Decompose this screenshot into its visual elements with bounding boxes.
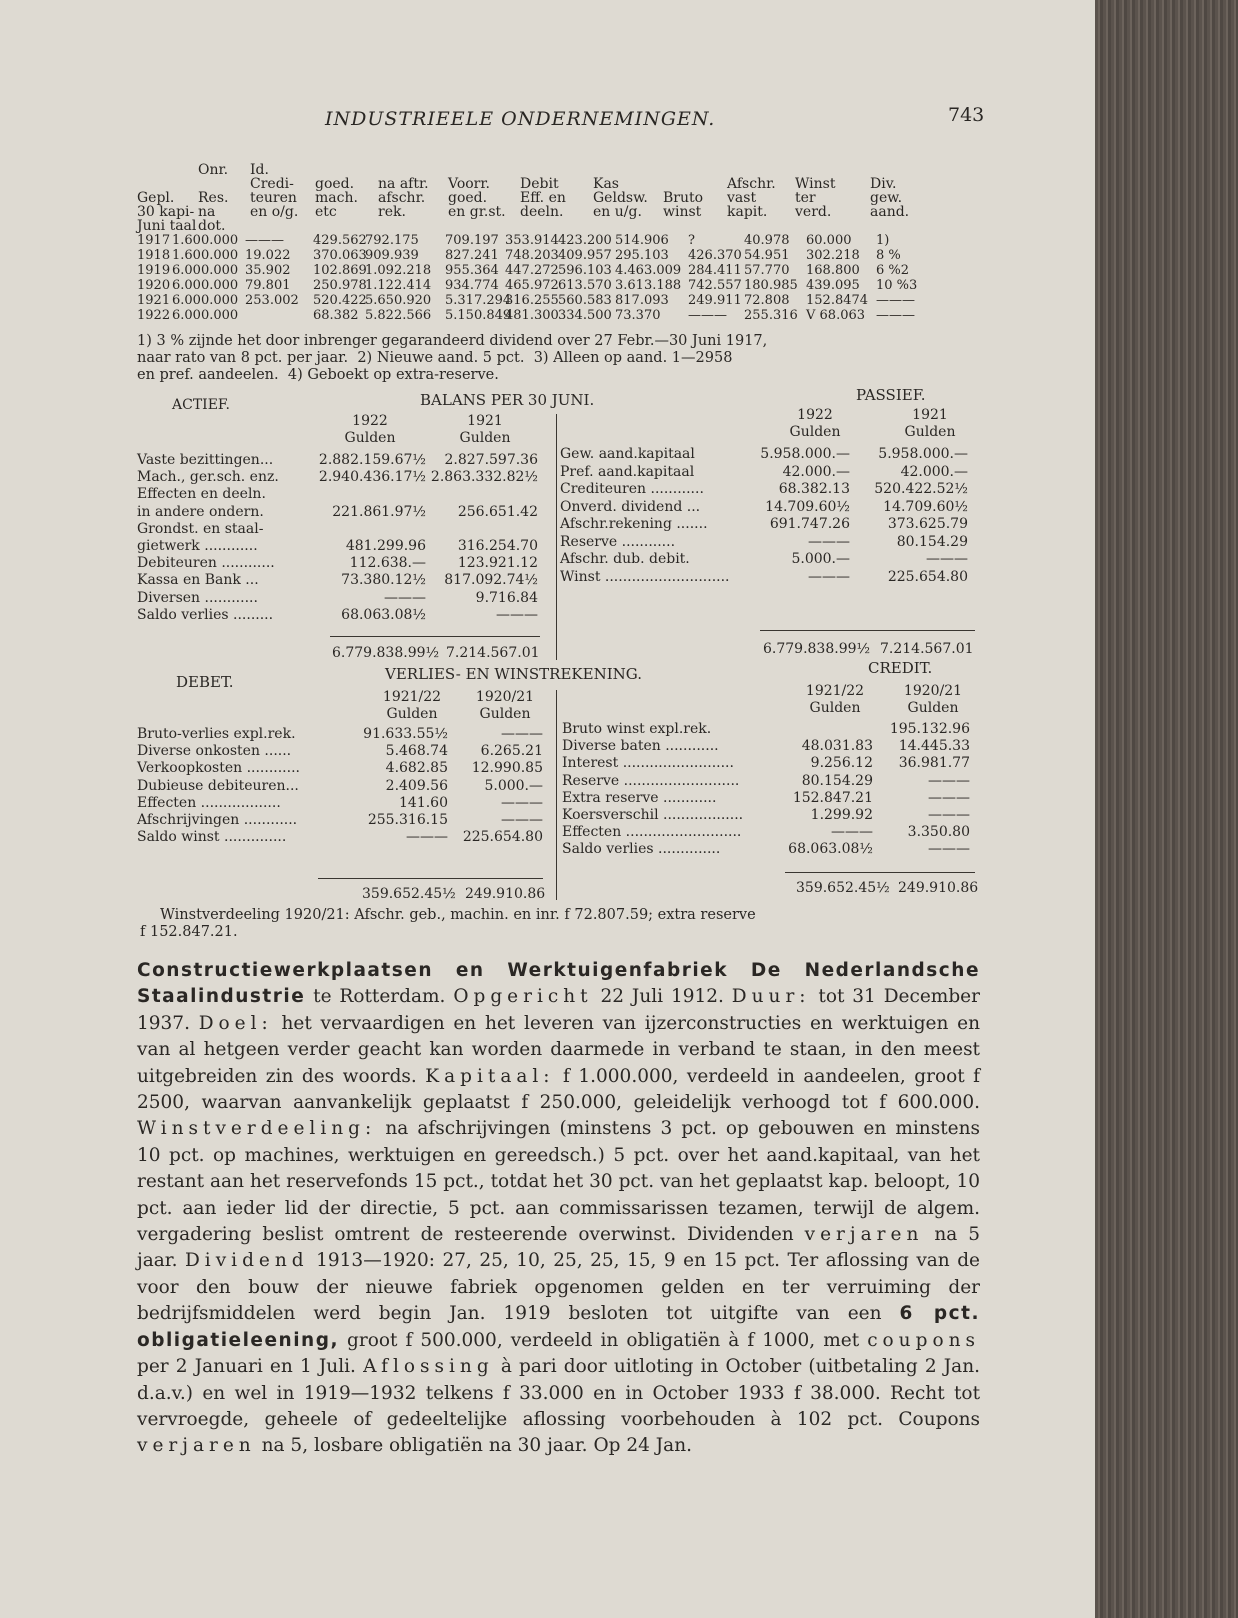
pnl-c-total-1: 359.652.45½ — [796, 880, 890, 896]
actief-row-label: Diversen ............ — [137, 589, 258, 606]
actief-row-v1: 73.380.12½ — [341, 572, 426, 589]
passief-row-v2: ——— — [926, 551, 968, 567]
balance-rule-left — [330, 636, 540, 637]
stats-header-cell: afschr. — [378, 190, 426, 206]
stats-cell: 295.103 — [615, 248, 669, 263]
stats-cell: 6.000.000 — [172, 308, 239, 323]
stats-cell: 6.000.000 — [172, 278, 239, 293]
credit-row-v2: 14.445.33 — [898, 738, 970, 755]
passief-row-v1: 14.709.60½ — [765, 498, 850, 515]
stats-cell: 1917 — [137, 233, 171, 248]
pnl-credit-label: CREDIT. — [868, 659, 933, 677]
doel-value: het vervaardigen en het leveren van ijzerconstructies en werktuigen en van al hetgeen verder geacht kan worden daarmede in verband te staan, in den meest uitgebreiden zin des woords. — [137, 1012, 980, 1087]
winstverdeeling-value: na afschrijvingen (minstens 3 pct. op gebouwen en minstens 10 pct. op machines, werktuigen en gereedsch.) 5 pct. over het aand.kapitaal, van het restant aan het reservefonds 15 pct., totdat het 30 pct. van het geplaatst kap. beloopt, 10 pct. aan ieder lid der directie, 5 pct. aan commissarissen tezamen, terwijl de algem. vergadering beslist omtrent de resteerende overwinst. Dividenden — [137, 1118, 980, 1246]
stats-header-cell: aand. — [870, 204, 910, 220]
stats-cell: 465.972 — [505, 278, 559, 293]
balance-unit-1: Gulden — [344, 430, 396, 446]
debet-row-v2: 225.654.80 — [462, 829, 543, 846]
stats-cell: 1920 — [137, 278, 171, 293]
stats-cell: 35.902 — [245, 263, 291, 278]
actief-row-v1: 481.299.96 — [345, 538, 426, 554]
credit-row-v1: 80.154.29 — [801, 772, 873, 789]
stats-header-cell: Res. — [198, 190, 229, 206]
actief-row-v1: 68.063.08½ — [341, 606, 426, 623]
stats-cell: 6 %2 — [876, 263, 910, 278]
stats-cell: 748.203 — [505, 248, 559, 263]
debet-row-label: Dubieuse debiteuren... — [137, 777, 299, 794]
stats-cell: 1.600.000 — [172, 248, 239, 263]
stats-header-cell: goed. — [315, 176, 355, 192]
passief-row-v1: ——— — [808, 568, 850, 585]
passief-row-v2: 5.958.000.— — [878, 446, 968, 462]
pnl-note: f 152.847.21. — [140, 924, 238, 940]
actief-row-v1: 221.861.97½ — [332, 503, 426, 520]
debet-row-label: Bruto-verlies expl.rek. — [137, 726, 296, 742]
stats-header-cell: kapit. — [727, 204, 768, 220]
company-description — [137, 958, 980, 1460]
pnl-c-unit-2: Gulden — [907, 700, 959, 716]
verjaren-label: verjaren — [804, 1224, 924, 1246]
stats-cell: 613.570 — [558, 278, 612, 293]
stats-header-cell: vast — [727, 190, 757, 206]
pnl-year-2: 1920/21 — [475, 689, 535, 705]
debet-row-v2: ——— — [501, 812, 543, 828]
stats-cell: ——— — [876, 293, 915, 308]
stats-header-cell: goed. — [448, 190, 488, 206]
pnl-c-total-2: 249.910.86 — [898, 880, 979, 896]
pnl-title: VERLIES- EN WINSTREKENING. — [385, 665, 642, 683]
passief-row-label: Pref. aand.kapitaal — [560, 463, 695, 480]
credit-row-v1: 152.847.21 — [792, 789, 873, 806]
stats-cell: 792.175 — [365, 233, 419, 248]
stats-cell: 4.463.009 — [615, 263, 682, 278]
pnl-total-1: 359.652.45½ — [362, 886, 456, 902]
stats-cell: 168.800 — [806, 263, 860, 278]
stats-cell: 1919 — [137, 263, 171, 278]
footnote-line: naar rato van 8 pct. per jaar. 2) Nieuwe aand. 5 pct. 3) Alleen op aand. 1—2958 — [137, 350, 733, 366]
stats-header-cell: Eff. en — [520, 190, 566, 206]
stats-cell: 5.317.294 — [445, 293, 512, 308]
stats-cell: 249.911 — [688, 293, 742, 308]
actief-row-v2: 256.651.42 — [457, 503, 538, 520]
passief-row-v2: 14.709.60½ — [883, 498, 968, 515]
stats-header-cell: deeln. — [520, 204, 564, 220]
balance-p-total-2: 7.214.567.01 — [880, 641, 974, 657]
passief-row-v2: 225.654.80 — [887, 568, 968, 585]
pnl-note: Winstverdeeling 1920/21: Afschr. geb., machin. en inr. f 72.807.59; extra reserve — [160, 907, 756, 923]
stats-header-cell: Afschr. — [727, 176, 776, 192]
stats-cell: 481.300 — [505, 308, 559, 323]
stats-header-cell: Onr. — [198, 162, 229, 178]
stats-cell: 54.951 — [744, 248, 790, 263]
credit-row-v2: ——— — [928, 841, 970, 858]
passief-row-v1: 42.000.— — [782, 463, 850, 480]
actief-row-v1: 112.638.— — [349, 555, 426, 572]
balance-p-total-1: 6.779.838.99½ — [763, 641, 871, 657]
pnl-total-2: 249.910.86 — [465, 886, 546, 902]
balance-p-year-1: 1922 — [797, 407, 833, 423]
credit-row-v1: 68.063.08½ — [788, 841, 873, 858]
actief-row-v2: 817.092.74½ — [444, 572, 538, 589]
passief-row-label: Onverd. dividend ... — [560, 498, 701, 515]
stats-cell: V 68.063 — [806, 308, 866, 323]
book-page-edges — [1095, 0, 1238, 1618]
stats-cell: 334.500 — [558, 308, 612, 323]
stats-cell: 429.562 — [313, 233, 367, 248]
stats-cell: 180.985 — [744, 278, 798, 293]
balance-total-1: 6.779.838.99½ — [332, 645, 440, 661]
actief-row-v1: ——— — [384, 589, 426, 606]
stats-cell: 409.957 — [558, 248, 612, 263]
dividend-label: Dividend — [184, 1250, 309, 1272]
debet-row-label: Afschrijvingen ............ — [137, 812, 298, 828]
debet-row-v2: ——— — [501, 726, 543, 742]
passief-row-v1: 5.958.000.— — [760, 446, 850, 462]
verjaren-value: na 5 jaar. — [137, 1224, 980, 1272]
passief-row-v1: 691.747.26 — [769, 516, 850, 532]
credit-row-label: Koersverschil .................. — [562, 807, 744, 823]
stats-cell: 353.914 — [505, 233, 559, 248]
stats-cell: 10 %3 — [876, 278, 918, 293]
doel-label: Doel: — [198, 1012, 273, 1034]
obligatie-value: groot f 500.000, verdeeld in obligatiën à f 1000, met — [338, 1329, 868, 1351]
credit-row-v2: 195.132.96 — [889, 721, 970, 737]
credit-row-v2: ——— — [928, 807, 970, 823]
balance-total-2: 7.214.567.01 — [446, 645, 540, 661]
stats-header-cell: Kas — [593, 176, 619, 192]
debet-row-v1: 5.468.74 — [385, 743, 448, 760]
credit-row-v2: ——— — [928, 772, 970, 789]
actief-row-v2: 2.827.597.36 — [444, 452, 538, 468]
debet-row-v1: 4.682.85 — [385, 760, 448, 777]
stats-cell: 827.241 — [445, 248, 499, 263]
pnl-debet-label: DEBET. — [176, 673, 234, 691]
stats-header-cell: Winst — [795, 176, 836, 192]
credit-row-v1: ——— — [831, 824, 873, 841]
kapitaal-label: Kapitaal: — [425, 1065, 555, 1087]
duur-label: Duur: — [731, 986, 811, 1008]
stats-cell: 5.150.849 — [445, 308, 512, 323]
location-text: te Rotterdam. — [305, 986, 454, 1008]
balance-actief-label: ACTIEF. — [172, 397, 230, 413]
actief-row-v1: 2.882.159.67½ — [318, 452, 426, 468]
stats-header-cell: Juni taal — [137, 218, 197, 234]
stats-cell: 439.095 — [806, 278, 860, 293]
stats-cell: 8 % — [876, 248, 901, 263]
stats-cell: 934.774 — [445, 278, 499, 293]
credit-row-label: Reserve .......................... — [562, 772, 740, 789]
passief-row-label: Afschr.rekening ....... — [560, 516, 708, 532]
stats-cell: 5.822.566 — [365, 308, 432, 323]
actief-row-v2: 2.863.332.82½ — [430, 469, 538, 486]
pnl-divider — [556, 690, 557, 900]
actief-row-label: Mach., ger.sch. enz. — [137, 469, 279, 486]
stats-header-cell: en o/g. — [250, 204, 299, 220]
stats-cell: 57.770 — [744, 263, 790, 278]
pnl-unit-1: Gulden — [386, 706, 438, 722]
passief-row-v2: 520.422.52½ — [874, 481, 968, 497]
stats-header-cell: dot. — [198, 218, 226, 234]
stats-cell: 284.411 — [688, 263, 742, 278]
actief-row-v2: 316.254.70 — [457, 538, 538, 554]
stats-header-cell: rek. — [378, 204, 406, 220]
dividend-value: 1913—1920: 27, 25, 10, 25, 25, 15, 9 en 15 pct. Ter aflossing van de voor den bouw der nieuwe fabriek opgenomen gelden en ter verruiming der bedrijfsmiddelen werd begin Jan. 1919 besloten tot uitgifte van een — [137, 1250, 980, 1325]
stats-cell: 72.808 — [744, 293, 790, 308]
stats-header-cell: Debit — [520, 176, 559, 192]
pnl-c-unit-1: Gulden — [809, 700, 861, 716]
actief-row-v2: 9.716.84 — [475, 589, 538, 606]
stats-cell: ——— — [245, 233, 284, 248]
credit-row-v2: ——— — [928, 789, 970, 806]
actief-row-label: Debiteuren ............ — [137, 555, 275, 572]
aflossing-label: Aflossing — [363, 1356, 494, 1378]
stats-cell: 1.122.414 — [365, 278, 432, 293]
debet-row-v1: 2.409.56 — [385, 777, 448, 794]
duur-value: tot 31 December 1937. — [137, 986, 980, 1034]
stats-cell: 1) — [876, 233, 890, 248]
debet-row-v2: 5.000.— — [484, 777, 543, 794]
pnl-c-year-2: 1920/21 — [903, 683, 963, 699]
credit-row-label: Effecten .......................... — [562, 824, 742, 841]
obligatie-label: 6 pct. obligatieleening, — [137, 1303, 980, 1351]
stats-cell: 1918 — [137, 248, 171, 263]
company-heading: Constructiewerkplaatsen en Werktuigenfabriek De Nederlandsche Staalindustrie — [137, 960, 980, 1008]
opgericht-value: 22 Juli 1912. — [592, 986, 732, 1008]
passief-row-label: Afschr. dub. debit. — [560, 551, 690, 567]
balance-rule-right — [760, 630, 975, 631]
stats-cell: 19.022 — [245, 248, 291, 263]
pnl-rule-left — [318, 878, 543, 879]
stats-cell: 370.063 — [313, 248, 367, 263]
stats-cell: 1.092.218 — [365, 263, 432, 278]
balance-divider — [556, 414, 557, 660]
stats-cell: 40.978 — [744, 233, 790, 248]
aflossing-value: à pari door uitloting in October (uitbetaling 2 Jan. d.a.v.) en wel in 1919—1932 telkens f 33.000 en in October 1933 f 38.000. Recht tot vervroegde, geheele of gedeeltelijke aflossing voorbehouden à 102 pct. Coupons — [137, 1356, 980, 1430]
stats-cell: ——— — [688, 308, 727, 323]
credit-row-v1: 1.299.92 — [810, 807, 873, 823]
stats-cell: 73.370 — [615, 308, 661, 323]
stats-header-cell: mach. — [315, 190, 358, 206]
balance-passief-label: PASSIEF. — [856, 386, 926, 404]
stats-cell: 102.869 — [313, 263, 367, 278]
stats-cell: 250.978 — [313, 278, 367, 293]
stats-header-cell: Credi- — [250, 176, 294, 192]
passief-row-label: Reserve ............ — [560, 533, 676, 550]
credit-row-label: Interest ......................... — [562, 755, 734, 772]
credit-row-v2: 3.350.80 — [907, 824, 970, 841]
balance-title: BALANS PER 30 JUNI. — [420, 391, 595, 409]
stats-cell: ——— — [876, 308, 915, 323]
stats-header-cell: winst — [663, 204, 702, 220]
stats-header-cell: gew. — [870, 190, 903, 206]
stats-header-cell: Gepl. — [137, 190, 175, 206]
stats-cell: 709.197 — [445, 233, 499, 248]
debet-row-label: Diverse onkosten ...... — [137, 743, 292, 760]
stats-cell: 68.382 — [313, 308, 359, 323]
stats-cell: 316.255 — [505, 293, 559, 308]
stats-cell: 1922 — [137, 308, 171, 323]
verjaren2-label: verjaren — [137, 1435, 256, 1457]
debet-row-label: Verkoopkosten ............ — [137, 760, 300, 777]
stats-header-cell: na aftr. — [378, 176, 429, 192]
debet-row-label: Saldo winst .............. — [137, 829, 287, 846]
balance-year-2: 1921 — [467, 413, 503, 429]
balance-p-unit-1: Gulden — [789, 424, 841, 440]
kapitaal-value: f 1.000.000, verdeeld in aandeelen, groot f 2500, waarvan aanvankelijk geplaatst f 250.000, geleidelijk verhoogd tot f 600.000. — [137, 1065, 980, 1114]
stats-cell: 1921 — [137, 293, 171, 308]
stats-cell: 560.583 — [558, 293, 612, 308]
winstverdeeling-label: Winstverdeeling: — [137, 1118, 377, 1140]
stats-header-cell: en gr.st. — [448, 204, 506, 220]
pnl-year-1: 1921/22 — [382, 689, 442, 705]
stats-cell: 1.600.000 — [172, 233, 239, 248]
debet-row-v1: 141.60 — [399, 794, 448, 811]
stats-cell: 6.000.000 — [172, 263, 239, 278]
footnote-line: 1) 3 % zijnde het door inbrenger gegarandeerd dividend over 27 Febr.—30 Juni 1917, — [137, 333, 768, 349]
credit-row-label: Bruto winst expl.rek. — [562, 721, 712, 737]
actief-row-label: in andere ondern. — [137, 503, 264, 520]
stats-cell: ? — [688, 233, 695, 248]
balance-p-unit-2: Gulden — [904, 424, 956, 440]
balance-p-year-2: 1921 — [912, 407, 948, 423]
credit-row-label: Extra reserve ............ — [562, 789, 717, 806]
footnote-line: en pref. aandeelen. 4) Geboekt op extra-reserve. — [137, 367, 499, 383]
page-number: 743 — [948, 104, 985, 126]
stats-cell: 426.370 — [688, 248, 742, 263]
actief-row-v2: ——— — [496, 606, 538, 623]
credit-row-v1: 9.256.12 — [810, 755, 873, 772]
stats-cell: 742.557 — [688, 278, 742, 293]
balance-year-1: 1922 — [352, 413, 388, 429]
stats-cell: 152.8474 — [806, 293, 869, 308]
actief-row-label: Kassa en Bank ... — [137, 572, 259, 589]
stats-cell: 79.801 — [245, 278, 291, 293]
stats-header-cell: verd. — [795, 204, 832, 220]
stats-header-cell: ter — [795, 190, 816, 206]
stats-header-cell: Geldsw. — [593, 190, 648, 206]
stats-header-cell: Id. — [250, 162, 269, 178]
passief-row-v1: 68.382.13 — [778, 481, 850, 497]
pnl-c-year-1: 1921/22 — [805, 683, 865, 699]
actief-row-label: Grondst. en staal- — [137, 520, 264, 537]
stats-header-cell: 30 kapi- — [137, 204, 195, 220]
debet-row-v2: 12.990.85 — [471, 760, 543, 777]
debet-row-v1: 255.316.15 — [367, 812, 448, 828]
debet-row-v2: ——— — [501, 794, 543, 811]
stats-header-cell: Div. — [870, 176, 897, 192]
stats-cell: 60.000 — [806, 233, 852, 248]
opgericht-label: Opgericht — [453, 986, 593, 1008]
passief-row-label: Winst ............................ — [560, 568, 730, 585]
credit-row-label: Diverse baten ............ — [562, 738, 719, 755]
running-title: INDUSTRIEELE ONDERNEMINGEN. — [325, 108, 716, 130]
credit-row-v1: 48.031.83 — [801, 738, 873, 755]
passief-row-v1: ——— — [808, 533, 850, 550]
stats-cell: 3.613.188 — [615, 278, 682, 293]
passief-row-label: Gew. aand.kapitaal — [560, 446, 695, 462]
stats-header-cell: en u/g. — [593, 204, 642, 220]
stats-cell: 423.200 — [558, 233, 612, 248]
stats-header-cell: teuren — [250, 190, 297, 206]
coupons-label: coupons — [867, 1329, 980, 1351]
stats-cell: 955.364 — [445, 263, 499, 278]
credit-row-label: Saldo verlies .............. — [562, 841, 721, 858]
debet-row-v2: 6.265.21 — [480, 743, 543, 760]
passief-row-v1: 5.000.— — [791, 551, 850, 567]
stats-cell: 817.093 — [615, 293, 669, 308]
debet-row-v1: 91.633.55½ — [363, 726, 448, 742]
passief-row-v2: 80.154.29 — [896, 533, 968, 550]
stats-header-cell: Voorr. — [448, 176, 490, 192]
passief-row-v2: 42.000.— — [900, 463, 968, 480]
debet-row-label: Effecten .................. — [137, 794, 281, 811]
balance-unit-2: Gulden — [459, 430, 511, 446]
actief-row-label: Saldo verlies ......... — [137, 606, 274, 623]
stats-cell: 302.218 — [806, 248, 860, 263]
stats-header-cell: Bruto — [663, 190, 704, 206]
actief-row-label: gietwerk ............ — [137, 538, 258, 554]
actief-row-label: Vaste bezittingen... — [137, 452, 274, 468]
stats-cell: 909.939 — [365, 248, 419, 263]
actief-row-label: Effecten en deeln. — [137, 486, 266, 503]
stats-cell: 5.650.920 — [365, 293, 432, 308]
stats-header-cell: na — [198, 204, 216, 220]
stats-cell: 514.906 — [615, 233, 669, 248]
passief-row-v2: 373.625.79 — [887, 516, 968, 532]
passief-row-label: Crediteuren ............ — [560, 481, 704, 497]
stats-cell: 253.002 — [245, 293, 299, 308]
debet-row-v1: ——— — [406, 829, 448, 846]
stats-cell: 520.422 — [313, 293, 367, 308]
stats-cell: 596.103 — [558, 263, 612, 278]
stats-cell: 6.000.000 — [172, 293, 239, 308]
actief-row-v1: 2.940.436.17½ — [318, 469, 426, 486]
coupons-value: per 2 Januari en 1 Juli. — [137, 1356, 364, 1378]
verjaren2-value: na 5, losbare obligatiën na 30 jaar. Op 24 Jan. — [255, 1435, 692, 1457]
pnl-unit-2: Gulden — [479, 706, 531, 722]
stats-header-cell: etc — [315, 204, 337, 220]
pnl-rule-right — [785, 872, 975, 873]
stats-cell: 255.316 — [744, 308, 798, 323]
actief-row-v2: 123.921.12 — [457, 555, 538, 572]
credit-row-v2: 36.981.77 — [898, 755, 970, 772]
stats-cell: 447.272 — [505, 263, 559, 278]
